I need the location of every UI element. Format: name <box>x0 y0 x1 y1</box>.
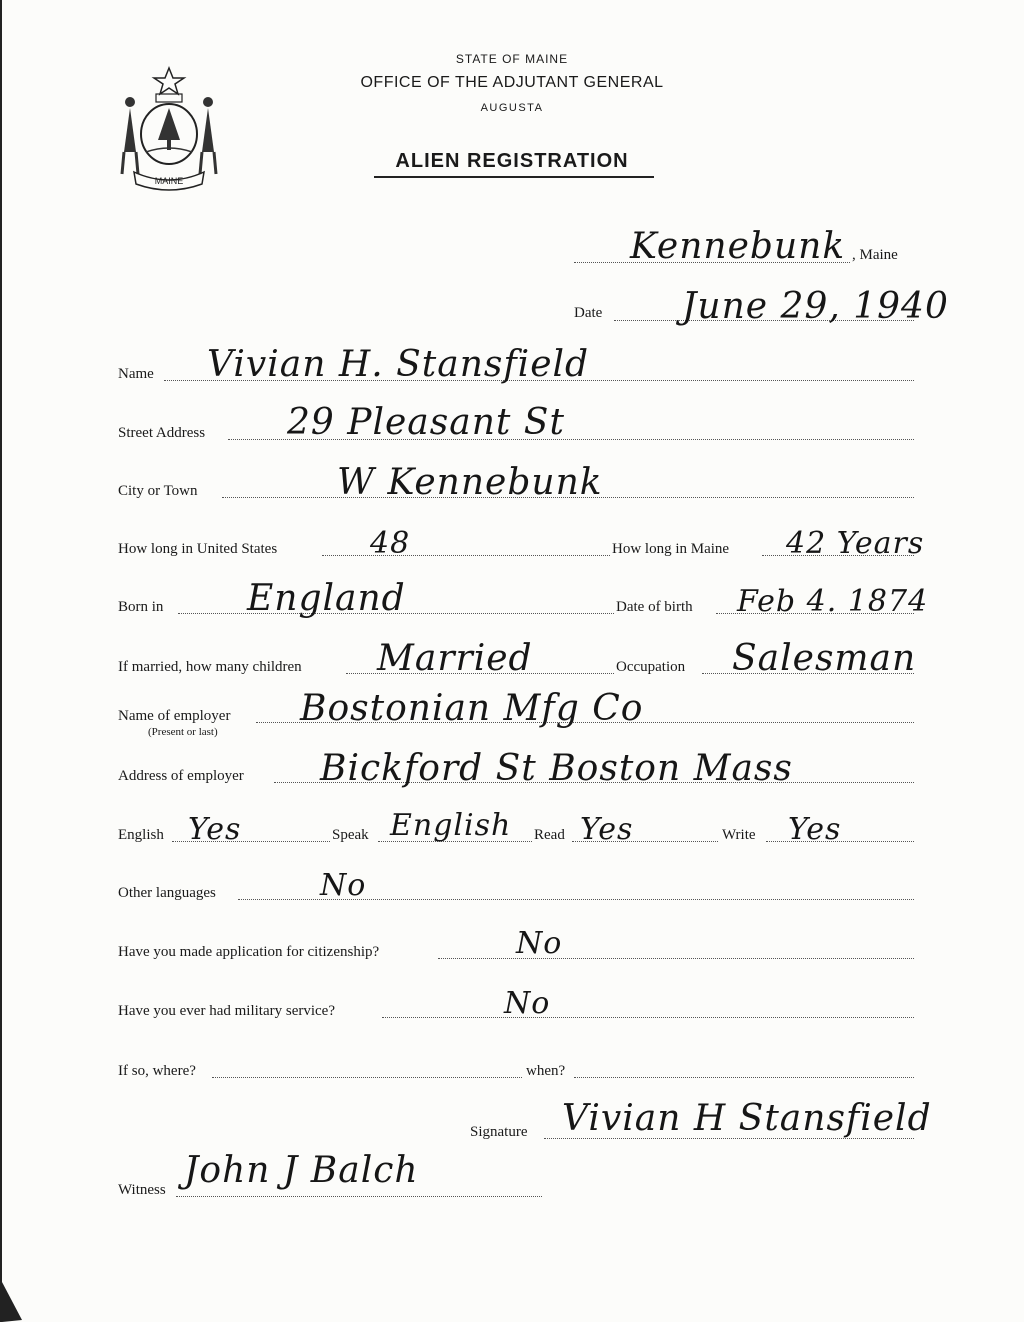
citizenship-label: Have you made application for citizenship? <box>118 944 380 960</box>
name-label: Name <box>118 366 154 382</box>
english-value: Yes <box>188 812 242 847</box>
occupation-value: Salesman <box>732 638 917 679</box>
citizenship-line <box>438 958 914 959</box>
dob-label: Date of birth <box>616 599 693 615</box>
speak-label: Speak <box>332 827 369 843</box>
street-value: 29 Pleasant St <box>287 402 565 443</box>
page-corner-icon <box>2 1282 24 1322</box>
street-label: Street Address <box>118 425 206 441</box>
state-seal-icon <box>114 62 224 192</box>
write-value: Yes <box>788 812 842 847</box>
svg-text:MAINE: MAINE <box>154 176 184 186</box>
date-label: Date <box>574 305 603 321</box>
date-value: June 29, 1940 <box>682 286 949 327</box>
title-underline <box>374 176 654 178</box>
speak-value: English <box>390 808 512 843</box>
witness-line <box>176 1196 542 1197</box>
name-value: Vivian H. Stansfield <box>207 344 590 385</box>
city-label: City or Town <box>118 483 198 499</box>
maine-value: 42 Years <box>786 526 925 561</box>
city-value: W Kennebunk <box>337 462 603 503</box>
where-label: If so, where? <box>118 1063 196 1079</box>
employer-label: Name of employer <box>118 708 231 724</box>
born-value: England <box>247 578 406 619</box>
where-line <box>212 1077 522 1078</box>
header-state: STATE OF MAINE <box>455 52 569 66</box>
english-label: English <box>118 827 164 843</box>
maine-label: How long in Maine <box>612 541 730 557</box>
dob-value: Feb 4. 1874 <box>737 584 929 619</box>
citizenship-value: No <box>516 926 563 961</box>
read-value: Yes <box>580 812 634 847</box>
when-line <box>574 1077 914 1078</box>
write-label: Write <box>722 827 756 843</box>
town-suffix: , Maine <box>852 247 898 263</box>
other-languages-label: Other languages <box>118 885 216 901</box>
children-label: If married, how many children <box>118 659 302 675</box>
signature-label: Signature <box>470 1124 528 1140</box>
occupation-label: Occupation <box>616 659 686 675</box>
signature-value: Vivian H Stansfield <box>562 1098 932 1139</box>
military-line <box>382 1017 914 1018</box>
form-title: ALIEN REGISTRATION <box>395 150 629 172</box>
witness-label: Witness <box>118 1182 166 1198</box>
employer-sublabel: (Present or last) <box>148 726 218 738</box>
employer-address-value: Bickford St Boston Mass <box>320 748 793 789</box>
when-label: when? <box>526 1063 566 1079</box>
military-label: Have you ever had military service? <box>118 1003 335 1019</box>
us-value: 48 <box>370 526 411 561</box>
us-label: How long in United States <box>118 541 278 557</box>
children-value: Married <box>377 638 533 679</box>
employer-value: Bostonian Mfg Co <box>300 688 644 729</box>
us-line <box>322 555 610 556</box>
born-label: Born in <box>118 599 164 615</box>
header-office: OFFICE OF THE ADJUTANT GENERAL <box>360 74 664 91</box>
military-value: No <box>504 986 551 1021</box>
witness-value: John J Balch <box>184 1150 419 1191</box>
employer-address-label: Address of employer <box>118 768 244 784</box>
read-label: Read <box>534 827 565 843</box>
header-city: AUGUSTA <box>480 102 544 114</box>
town-value: Kennebunk <box>630 226 846 267</box>
other-languages-value: No <box>320 868 367 903</box>
